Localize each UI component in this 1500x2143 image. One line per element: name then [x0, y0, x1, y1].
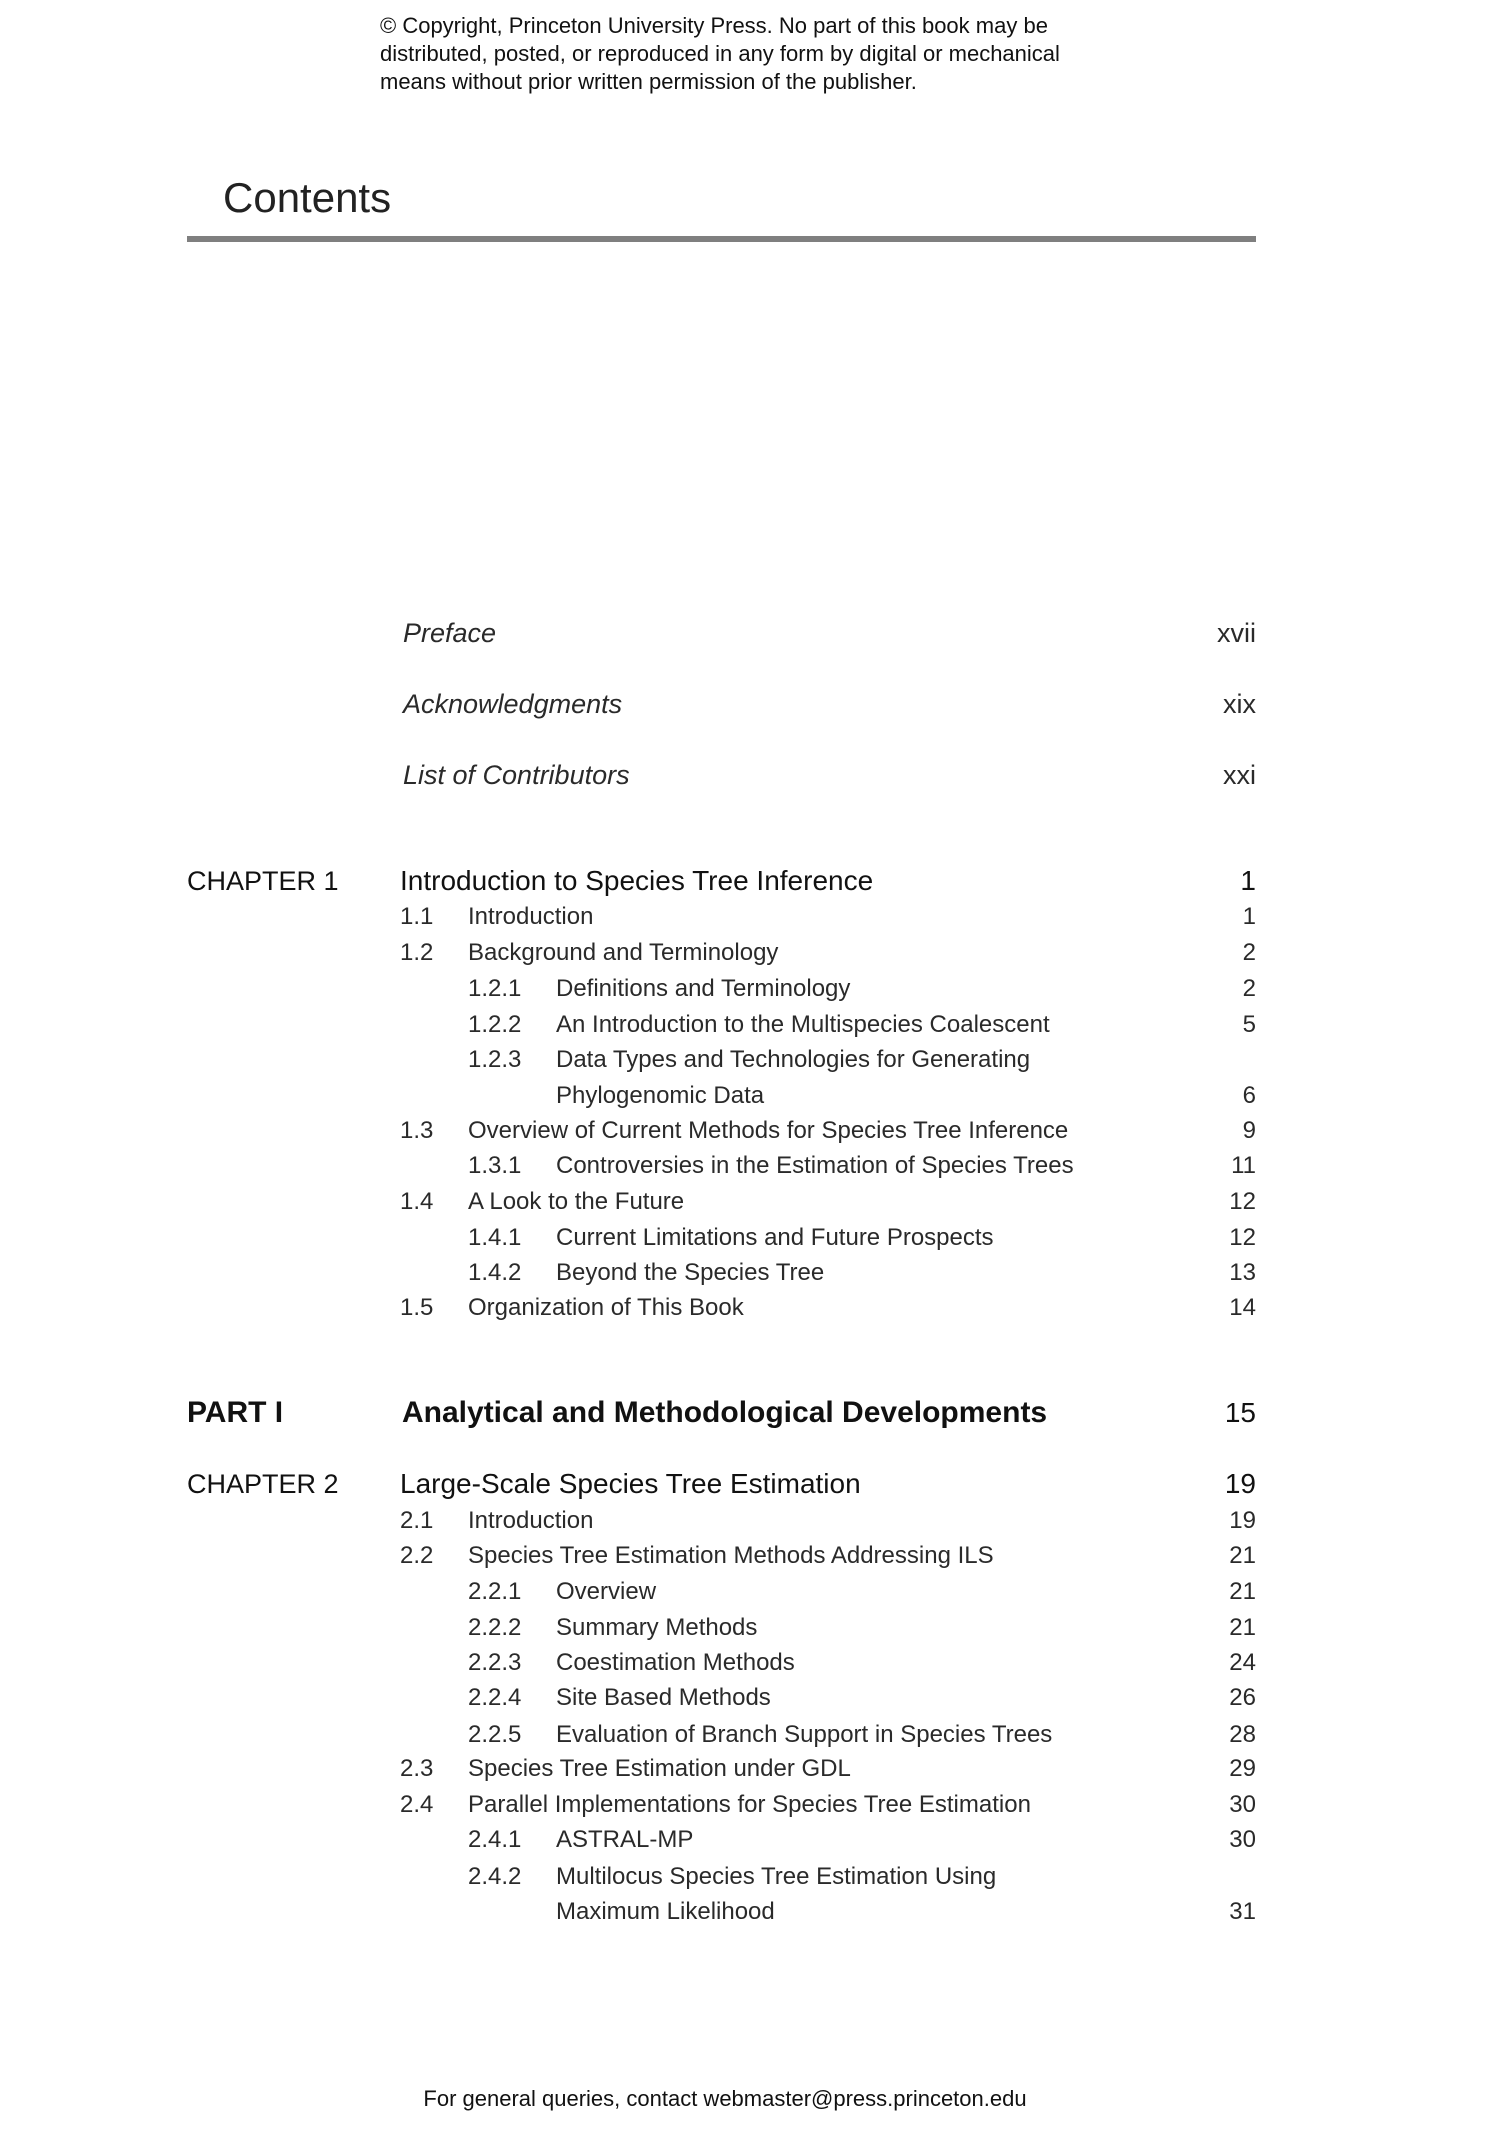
toc-subsection-entry[interactable]: [0, 1680, 1500, 1716]
entry-page-number: xxi: [1223, 760, 1256, 790]
entry-title: Overview of Current Methods for Species Tree Inference: [468, 1117, 1069, 1144]
entry-page-number: 29: [1229, 1755, 1256, 1782]
entry-page-number: 9: [1242, 1117, 1256, 1144]
copyright-line-3: means without prior written permission of the publisher.: [380, 69, 917, 94]
entry-title: Summary Methods: [556, 1614, 758, 1641]
entry-number: 1.1: [400, 903, 434, 930]
entry-page-number: 1: [1240, 865, 1256, 896]
entry-number: 1.4: [400, 1188, 434, 1215]
entry-title: Introduction: [468, 903, 594, 930]
footer-contact: [0, 2086, 1500, 2112]
toc-subsection-entry[interactable]: [0, 1574, 1500, 1610]
entry-number: 2.4: [400, 1791, 434, 1818]
entry-title: Introduction to Species Tree Inference: [400, 865, 874, 896]
toc-front-matter-entry[interactable]: [0, 615, 1500, 651]
toc-subsection-entry[interactable]: [0, 1042, 1500, 1078]
entry-title: Preface: [403, 618, 497, 648]
entry-number: 1.2: [400, 939, 434, 966]
entry-page-number: 6: [1242, 1082, 1256, 1109]
entry-page-number: 12: [1229, 1188, 1256, 1215]
entry-number: 2.2: [400, 1542, 434, 1569]
entry-number: 1.2.1: [468, 975, 522, 1002]
entry-page-number: 30: [1229, 1826, 1256, 1853]
entry-number: 2.2.3: [468, 1649, 522, 1676]
entry-page-number: 13: [1229, 1259, 1256, 1286]
entry-title: Analytical and Methodological Developments: [402, 1396, 1048, 1429]
entry-number: 1.2.3: [468, 1046, 522, 1073]
entry-title: Controversies in the Estimation of Species Trees: [556, 1152, 1074, 1179]
entry-page-number: 12: [1229, 1224, 1256, 1251]
entry-number: 1.4.2: [468, 1259, 522, 1286]
toc-section-entry[interactable]: [0, 1113, 1500, 1149]
toc-section-entry[interactable]: [0, 1787, 1500, 1823]
toc-subsection-entry[interactable]: [0, 971, 1500, 1007]
toc-section-entry[interactable]: [0, 1538, 1500, 1574]
entry-label: CHAPTER 1: [187, 866, 339, 896]
entry-title: Beyond the Species Tree: [556, 1259, 825, 1286]
toc-subsection-entry[interactable]: [0, 1255, 1500, 1291]
toc-subsection-entry[interactable]: [0, 1078, 1500, 1114]
toc-part-entry[interactable]: [0, 1395, 1500, 1431]
entry-page-number: 28: [1229, 1721, 1256, 1748]
entry-page-number: 11: [1231, 1152, 1256, 1179]
toc-subsection-entry[interactable]: [0, 1148, 1500, 1184]
entry-page-number: 24: [1229, 1649, 1256, 1676]
entry-page-number: 2: [1242, 975, 1256, 1002]
toc-chapter-entry[interactable]: [0, 863, 1500, 899]
entry-number: 2.2.5: [468, 1721, 522, 1748]
entry-title: Coestimation Methods: [556, 1649, 795, 1676]
entry-page-number: 14: [1229, 1294, 1256, 1321]
entry-title: Maximum Likelihood: [556, 1898, 775, 1925]
entry-page-number: 31: [1229, 1898, 1256, 1925]
toc-subsection-entry[interactable]: [0, 1007, 1500, 1043]
entry-number: 1.3: [400, 1117, 434, 1144]
entry-title: A Look to the Future: [468, 1188, 685, 1215]
entry-number: 2.4.2: [468, 1863, 522, 1890]
toc-subsection-entry[interactable]: [0, 1822, 1500, 1858]
entry-title: List of Contributors: [403, 760, 630, 790]
entry-page-number: 21: [1229, 1542, 1256, 1569]
entry-title: Species Tree Estimation Methods Addressing ILS: [468, 1542, 994, 1569]
entry-number: 2.4.1: [468, 1826, 522, 1853]
toc-subsection-entry[interactable]: [0, 1717, 1500, 1753]
toc-subsection-entry[interactable]: [0, 1610, 1500, 1646]
toc-section-entry[interactable]: [0, 1184, 1500, 1220]
entry-label: PART I: [187, 1396, 284, 1429]
copyright-line-1: © Copyright, Princeton University Press. No part of this book may be: [380, 13, 1048, 38]
entry-title: Overview: [556, 1578, 657, 1605]
entry-title: Data Types and Technologies for Generating: [556, 1046, 1031, 1073]
toc-subsection-entry[interactable]: [0, 1859, 1500, 1895]
toc-section-entry[interactable]: [0, 1751, 1500, 1787]
entry-title: Parallel Implementations for Species Tree Estimation: [468, 1791, 1031, 1818]
copyright-line-2: distributed, posted, or reproduced in any form by digital or mechanical: [380, 41, 1060, 66]
toc-section-entry[interactable]: [0, 1503, 1500, 1539]
entry-label: CHAPTER 2: [187, 1469, 339, 1499]
page-title: Contents: [223, 174, 392, 221]
footer-text: For general queries, contact webmaster@press.princeton.edu: [423, 2086, 1027, 2111]
entry-number: 2.2.1: [468, 1578, 522, 1605]
entry-title: Site Based Methods: [556, 1684, 771, 1711]
entry-title: Multilocus Species Tree Estimation Using: [556, 1863, 997, 1890]
entry-page-number: 2: [1242, 939, 1256, 966]
entry-number: 2.2.2: [468, 1614, 522, 1641]
toc-front-matter-entry[interactable]: [0, 686, 1500, 722]
entry-title: An Introduction to the Multispecies Coalescent: [556, 1011, 1050, 1038]
entry-title: Large-Scale Species Tree Estimation: [400, 1468, 861, 1499]
entry-page-number: 5: [1242, 1011, 1256, 1038]
entry-title: Phylogenomic Data: [556, 1082, 765, 1109]
entry-number: 1.2.2: [468, 1011, 522, 1038]
toc-section-entry[interactable]: [0, 899, 1500, 935]
entry-page-number: 15: [1224, 1397, 1256, 1428]
entry-page-number: 1: [1242, 903, 1256, 930]
entry-title: ASTRAL-MP: [556, 1826, 694, 1853]
entry-number: 1.4.1: [468, 1224, 522, 1251]
toc-section-entry[interactable]: [0, 935, 1500, 971]
title-rule-divider: [187, 236, 1256, 242]
toc-subsection-entry[interactable]: [0, 1645, 1500, 1681]
entry-number: 1.5: [400, 1294, 434, 1321]
entry-title: Definitions and Terminology: [556, 975, 851, 1002]
entry-page-number: xvii: [1217, 618, 1256, 648]
entry-page-number: 30: [1229, 1791, 1256, 1818]
toc-subsection-entry[interactable]: [0, 1220, 1500, 1256]
entry-title: Acknowledgments: [403, 689, 623, 719]
toc-section-entry[interactable]: [0, 1290, 1500, 1326]
entry-number: 1.3.1: [468, 1152, 522, 1179]
entry-title: Background and Terminology: [468, 939, 779, 966]
entry-page-number: 21: [1229, 1578, 1256, 1605]
entry-page-number: xix: [1223, 689, 1256, 719]
entry-number: 2.2.4: [468, 1684, 522, 1711]
entry-page-number: 19: [1229, 1507, 1256, 1534]
entry-title: Organization of This Book: [468, 1294, 744, 1321]
entry-title: Current Limitations and Future Prospects: [556, 1224, 994, 1251]
entry-title: Species Tree Estimation under GDL: [468, 1755, 851, 1782]
entry-page-number: 19: [1224, 1468, 1256, 1499]
toc-front-matter-entry[interactable]: [0, 757, 1500, 793]
entry-title: Evaluation of Branch Support in Species Trees: [556, 1721, 1053, 1748]
entry-title: Introduction: [468, 1507, 594, 1534]
entry-number: 2.3: [400, 1755, 434, 1782]
entry-number: 2.1: [400, 1507, 434, 1534]
entry-page-number: 21: [1229, 1614, 1256, 1641]
toc-chapter-entry[interactable]: [0, 1466, 1500, 1502]
toc-subsection-entry[interactable]: [0, 1894, 1500, 1930]
entry-page-number: 26: [1229, 1684, 1256, 1711]
